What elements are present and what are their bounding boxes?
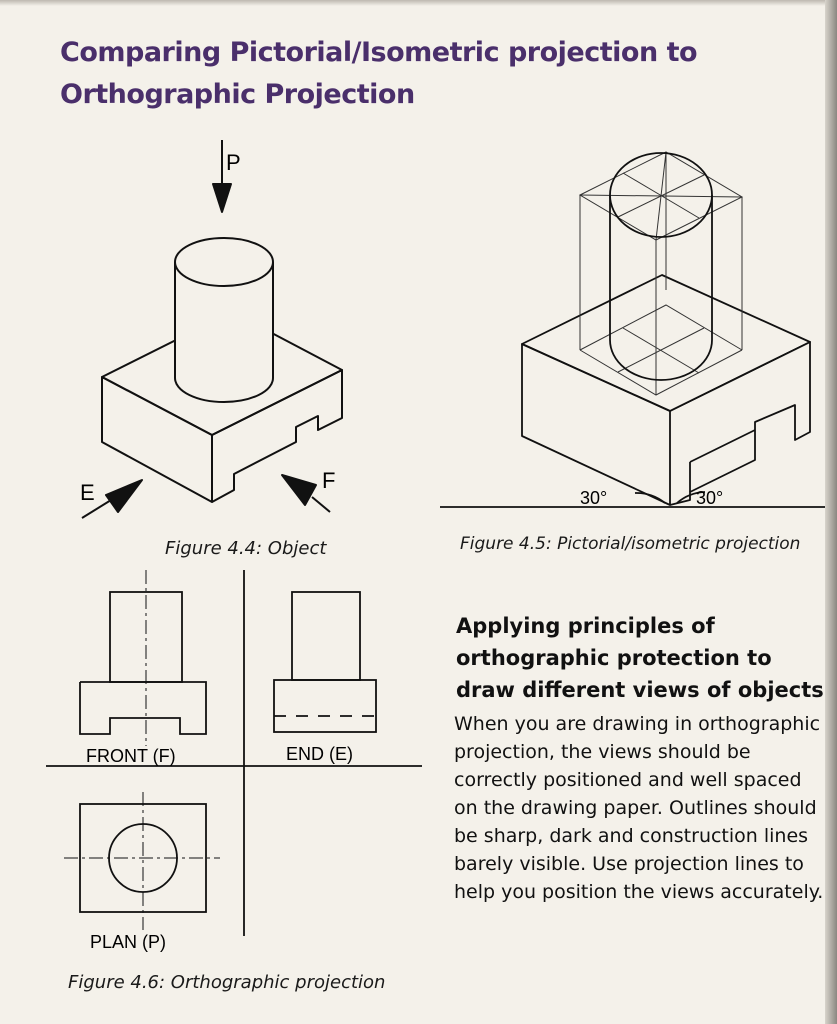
figure-4-6-caption: Figure 4.6: Orthographic projection (68, 972, 386, 993)
figure-4-4-object-drawing (60, 140, 400, 530)
figure-4-6-orthographic-drawing (40, 566, 440, 956)
end-view-cylinder (292, 592, 360, 680)
label-p: P (226, 150, 241, 175)
base-right-face (670, 342, 810, 505)
angle-left-label: 30° (580, 488, 608, 508)
front-view-base (80, 682, 206, 734)
arrow-f-head (282, 475, 316, 505)
end-view-label: END (E) (286, 744, 353, 764)
plan-view-label: PLAN (P) (90, 932, 167, 952)
page-top-edge (0, 0, 837, 6)
arrow-e-head (106, 480, 142, 512)
page-title: Comparing Pictorial/Isometric projection to Orthographic Projection (60, 37, 698, 110)
figure-4-5-isometric-drawing (440, 140, 826, 520)
construction-lines (580, 152, 742, 395)
cylinder-body (610, 195, 712, 380)
base-left-face (522, 344, 670, 505)
end-view-base (274, 680, 376, 732)
arrow-p-head (213, 184, 231, 212)
section-heading: Applying principles of orthographic protection to draw different views of objects (456, 614, 824, 702)
page-right-edge (825, 0, 837, 1024)
angle-right-label: 30° (696, 488, 724, 508)
base-top-face (522, 275, 810, 411)
figure-4-5-caption: Figure 4.5: Pictorial/isometric projection (460, 534, 801, 554)
cylinder-top (175, 238, 273, 286)
front-view-label: FRONT (F) (86, 746, 176, 766)
figure-4-4-caption: Figure 4.4: Object (165, 538, 327, 559)
section-body-text: When you are drawing in orthographic projection, the views should be correctly positioned and well spaced on the drawing paper. Outlines should be sharp, dark and construction lines barely visible. Use projection lines to help you position the views accurately. (454, 713, 824, 903)
label-e: E (80, 480, 95, 505)
label-f: F (322, 468, 336, 493)
